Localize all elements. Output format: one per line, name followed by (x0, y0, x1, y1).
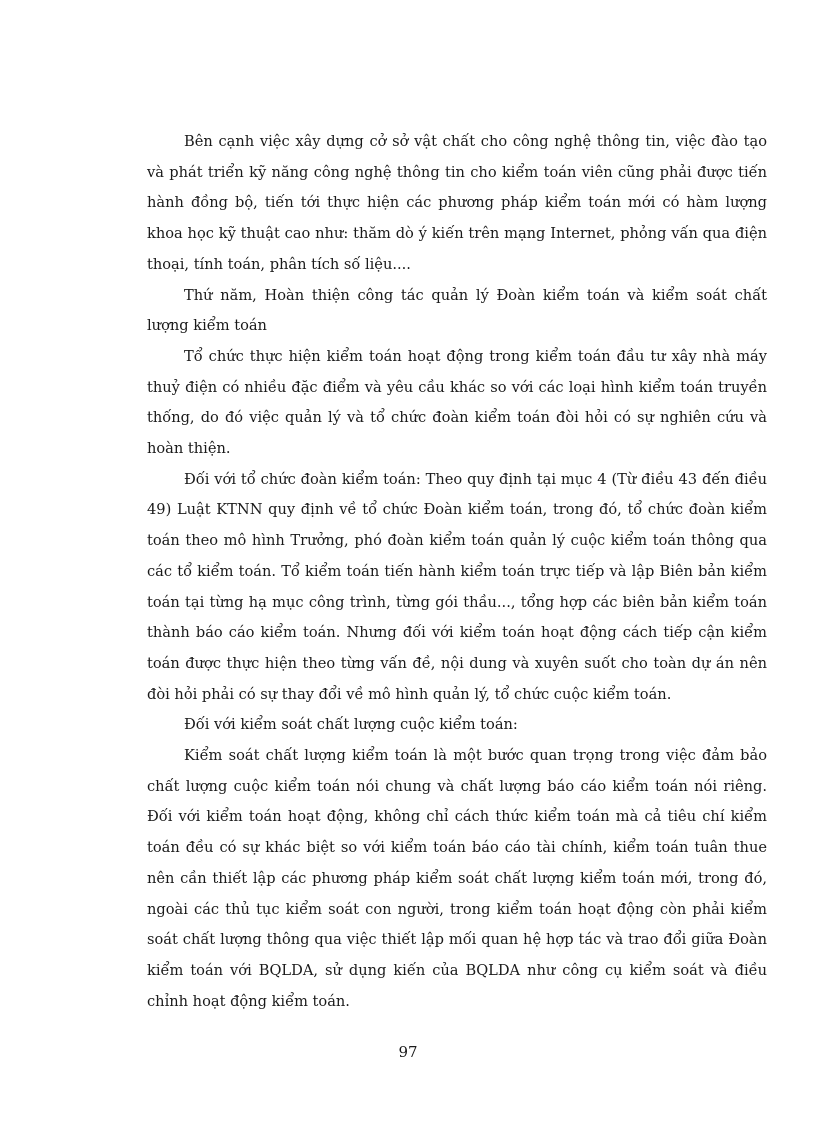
paragraph-quality-control: Kiểm soát chất lượng kiểm toán là một bước quan trọng trong việc đảm bảo chất lượng cuộc kiểm toán nói chung và chất lượng báo cáo kiểm toán nói riêng. Đối với kiểm toán hoạt động, không chỉ cách thức kiểm toán mà cả tiêu chí kiểm toán đều có sự khác biệt so với kiểm toán báo cáo tài chính, kiểm toán tuân thue nên cần thiết lập các phương pháp kiểm soát chất lượng kiểm toán mới, trong đó, ngoài các thủ tục kiểm soát con người, trong kiểm toán hoạt động còn phải kiểm soát chất lượng thông qua việc thiết lập mối quan hệ hợp tác và trao đổi giữa Đoàn kiểm toán với BQLDA, sử dụng kiến của BQLDA như công cụ kiểm soát và điều chỉnh hoạt động kiểm toán. (147, 747, 767, 1010)
paragraph-audit-organization: Tổ chức thực hiện kiểm toán hoạt động trong kiểm toán đầu tư xây nhà máy thuỷ điện có nhiều đặc điểm và yêu cầu khác so với các loại hình kiểm toán truyền thống, do đó việc quản lý và tổ chức đoàn kiểm toán đòi hỏi có sự nghiên cứu và hoàn thiện. (147, 347, 767, 458)
paragraph-fifth-point-heading: Thứ năm, Hoàn thiện công tác quản lý Đoàn kiểm toán và kiểm soát chất lượng kiểm toán (147, 286, 767, 335)
text-body (147, 127, 767, 1017)
paragraph-it-infrastructure: Bên cạnh việc xây dựng cở sở vật chất cho công nghệ thông tin, việc đào tạo và phát triển kỹ năng công nghệ thông tin cho kiểm toán viên cũng phải được tiến hành đồng bộ, tiến tới thực hiện các phương pháp kiểm toán mới có hàm lượng khoa học kỹ thuật cao như: thăm dò ý kiến trên mạng Internet, phỏng vấn qua điện thoại, tính toán, phân tích số liệu.... (147, 133, 767, 273)
paragraph-quality-control-heading: Đối với kiểm soát chất lượng cuộc kiểm toán: (184, 716, 518, 734)
paragraph-audit-team-structure: Đối với tổ chức đoàn kiểm toán: Theo quy định tại mục 4 (Từ điều 43 đến điều 49) Luật KTNN quy định về tổ chức Đoàn kiểm toán, trong đó, tổ chức đoàn kiểm toán theo mô hình Trưởng, phó đoàn kiểm toán quản lý cuộc kiểm toán thông qua các tổ kiểm toán. Tổ kiểm toán tiến hành kiểm toán trực tiếp và lập Biên bản kiểm toán tại từng hạ mục công trình, từng gói thầu..., tổng hợp các biên bản kiểm toán thành báo cáo kiểm toán. Nhưng đối với kiểm toán hoạt động cách tiếp cận kiểm toán được thực hiện theo từng vấn đề, nội dung và xuyên suốt cho toàn dự án nên đòi hỏi phải có sự thay đổi về mô hình quản lý, tổ chức cuộc kiểm toán. (147, 470, 767, 703)
page-number: 97 (398, 1043, 418, 1061)
